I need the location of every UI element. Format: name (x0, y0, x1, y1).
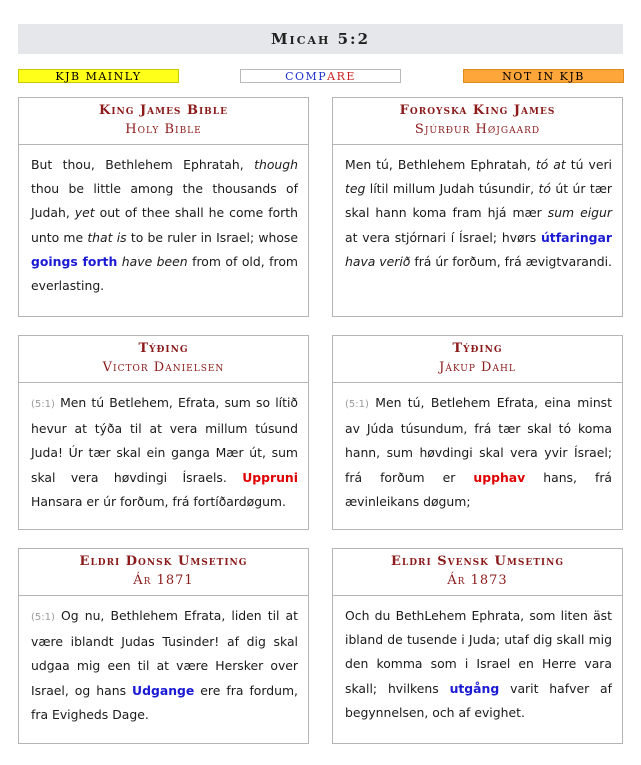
card-header (333, 336, 622, 383)
card-eldri-donsk-umseting (18, 548, 309, 744)
card-tyding-victor-danielsen (18, 335, 309, 530)
card-title: Týðing (138, 341, 189, 356)
card-title: King James Bible (99, 103, 228, 118)
card-king-james-bible (18, 97, 309, 317)
legend-compare-part-a: COMP (285, 69, 328, 83)
italic-text: that is (87, 229, 127, 245)
legend-kjb-mainly: KJB MAINLY (18, 69, 179, 83)
italic-text: though (254, 157, 298, 172)
verse-segment: varit hafver af begynnelsen, och af evighet. (345, 680, 612, 720)
card-subtitle: Holy Bible (125, 122, 202, 137)
card-tyding-jakup-dahl (332, 335, 623, 530)
card-title: Eldri Donsk Umseting (79, 554, 248, 569)
verse-text (19, 145, 308, 306)
highlight-blue-word: útfaringar (540, 229, 612, 245)
card-subtitle: Victor Danielsen (102, 360, 225, 375)
highlight-blue-word: utgång (449, 680, 500, 696)
card-eldri-svensk-umseting (332, 548, 623, 744)
italic-text: hava verið (345, 253, 411, 269)
legend-compare (240, 69, 401, 83)
verse-number: (5:1) (31, 612, 55, 623)
verse-segment: Och du BethLehem Ephrata, som liten äst ibland de tusende i Juda; utaf dig skall mig den komma som i Israel en Herre vara skall; hvilkens (345, 608, 612, 696)
highlight-red-word: Uppruni (242, 469, 298, 485)
legend-not-in-kjb: NOT IN KJB (463, 69, 624, 83)
legend-compare-part-b: ARE (327, 69, 356, 83)
verse-segment: ere fra fordum, fra Evigheds Dage. (31, 682, 298, 722)
header-bar (18, 24, 623, 54)
verse-segment: from of old, from everlasting. (31, 253, 298, 294)
verse-segment: Hansara er úr forðum, frá fortíðardøgum. (31, 493, 286, 509)
verse-segment: out of thee shall he come forth unto me (31, 205, 298, 245)
card-subtitle: Sjúrður Højgaard (414, 122, 541, 137)
verse-segment: lítil millum Judah túsundir, (365, 181, 539, 197)
highlight-blue-word: goings forth (31, 253, 118, 269)
italic-text: yet (74, 205, 95, 221)
italic-text: sum eigur (547, 205, 612, 221)
italic-text: have been (121, 253, 188, 269)
card-title: Eldri Svensk Umseting (390, 554, 565, 569)
card-title: Týðing (452, 341, 503, 356)
verse-text (333, 596, 622, 733)
verse-segment: to be ruler in Israel; whose (126, 229, 299, 245)
card-header (19, 336, 308, 383)
card-subtitle: Jákup Dahl (439, 360, 516, 375)
verse-segment: Men tú, Bethlehem Ephratah, (345, 157, 536, 172)
card-subtitle: Ár 1871 (133, 573, 194, 588)
card-foroyska-king-james (332, 97, 623, 317)
verse-segment: frá úr forðum, frá ævigtvarandi. (410, 253, 612, 269)
card-header (19, 98, 308, 145)
italic-text: tó at (535, 157, 566, 172)
verse-number: (5:1) (345, 399, 369, 410)
verse-text (333, 383, 622, 522)
italic-text: tó (538, 181, 551, 197)
verse-segment: at vera stjórnari í Ísrael; hvørs (345, 229, 541, 245)
verse-segment: tú veri (565, 157, 612, 172)
verse-segment: Og nu, Bethlehem Efrata, liden til at være iblandt Judas Tusinder! af dig skal udgaa mig een til at være Hersker over Israel, og hans (31, 608, 298, 698)
italic-text: teg (345, 181, 366, 197)
verse-segment: But thou, Bethlehem Ephratah, (31, 157, 255, 172)
card-subtitle: Ár 1873 (447, 573, 508, 588)
card-header (333, 98, 622, 145)
verse-segment: thou be little among the thousands of Judah, (31, 181, 298, 221)
verse-segment: Men tú Betlehem, Efrata, sum so lítið hevur at týða til at vera millum túsund Juda! Úr tær skal ein ganga Mær út, sum skal vera høvdingi Ísraels. (31, 395, 298, 485)
page-title: Micah 5:2 (270, 30, 371, 48)
highlight-red-word: upphav (473, 469, 526, 485)
verse-text (19, 596, 308, 735)
verse-segment: Men tú, Betlehem Efrata, eina minst av Júda túsundum, frá tær skal tó koma hann, sum høvdingi skal vera yvir Ísrael; frá forðum er (345, 395, 612, 485)
verse-text (333, 145, 622, 282)
verse-segment: hans, frá ævinleikans døgum; (345, 469, 613, 509)
highlight-blue-word: Udgange (132, 682, 195, 698)
card-header (19, 549, 308, 596)
card-header (333, 549, 622, 596)
verse-number: (5:1) (31, 399, 55, 410)
verse-text (19, 383, 308, 522)
card-title: Foroyska King James (399, 103, 556, 118)
verse-segment: út úr tær skal hann koma fram hjá mær (345, 181, 612, 221)
